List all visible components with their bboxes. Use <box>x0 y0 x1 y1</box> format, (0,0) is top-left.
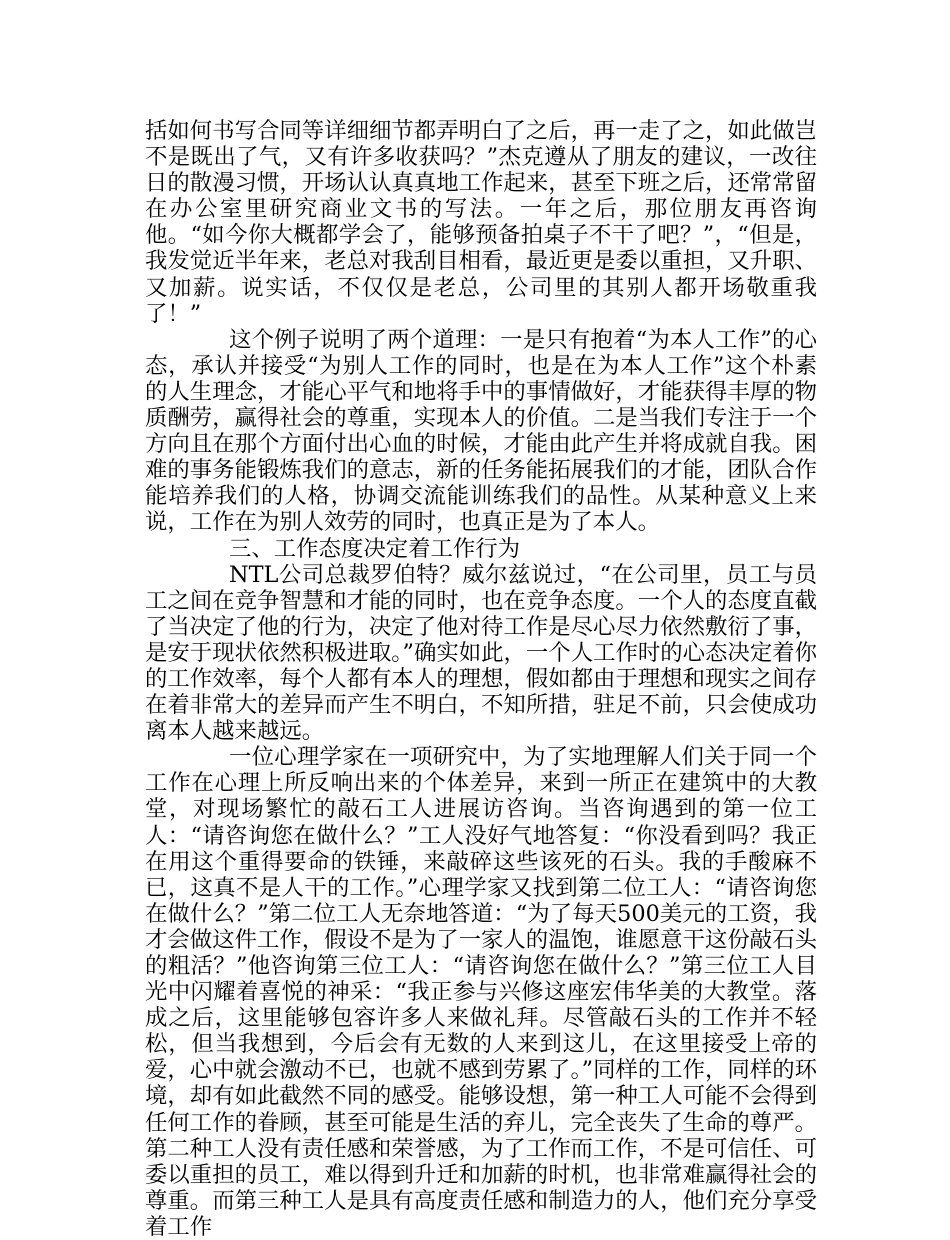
paragraph-2: 这个例子说明了两个道理：一是只有抱着“为本人工作”的心态，承认并接受“为别人工作的同时，也是在为本人工作”这个朴素的人生理念，才能心平气和地将手中的事情做好，才能获得丰厚的物质酬劳，赢得社会的尊重，实现本人的价值。二是当我们专注于一个方向且在那个方面付出心血的时候，才能由此产生并将成就自我。困难的事务能锻炼我们的意志，新的任务能拓展我们的才能，团队合作能培养我们的人格，协调交流能训练我们的品性。从某种意义上来说，工作在为别人效劳的同时，也真正是为了本人。 <box>145 326 817 536</box>
document-page <box>145 118 817 1240</box>
paragraph-4: NTL公司总裁罗伯特？威尔兹说过，“在公司里，员工与员工之间在竞争智慧和才能的同时，也在竞争态度。一个人的态度直截了当决定了他的行为，决定了他对待工作是尽心尽力依然敷衍了事，是安于现状依然积极进取。”确实如此，一个人工作时的心态决定着你的工作效率，每个人都有本人的理想，假如都由于理想和现实之间存在着非常大的差异而产生不明白，不知所措，驻足不前，只会使成功离本人越来越远。 <box>145 561 817 745</box>
section-heading: 三、工作态度决定着工作行为 <box>229 535 521 562</box>
paragraph-1: 括如何书写合同等详细细节都弄明白了之后，再一走了之，如此做岂不是既出了气，又有许多收获吗？”杰克遵从了朋友的建议，一改往日的散漫习惯，开场认认真真地工作起来，甚至下班之后，还常常留在办公室里研究商业文书的写法。一年之后，那位朋友再咨询他。“如今你大概都学会了，能够预备拍桌子不干了吧？”，“但是，我发觉近半年来，老总对我刮目相看，最近更是委以重担，又升职、又加薪。说实话，不仅仅是老总，公司里的其别人都开场敬重我了！” <box>145 118 817 327</box>
paragraph-5: 一位心理学家在一项研究中，为了实地理解人们关于同一个工作在心理上所反响出来的个体差异，来到一所正在建筑中的大教堂，对现场繁忙的敲石工人进展访咨询。当咨询遇到的第一位工人：“请咨询您在做什么？”工人没好气地答复：“你没看到吗？我正在用这个重得要命的铁锤，来敲碎这些该死的石头。我的手酸麻不已，这真不是人干的工作。”心理学家又找到第二位工人：“请咨询您在做什么？”第二位工人无奈地答道：“为了每天500美元的工资，我才会做这件工作，假设不是为了一家人的温饱，谁愿意干这份敲石头的粗活？”他咨询第三位工人：“请咨询您在做什么？”第三位工人目光中闪耀着喜悦的神采：“我正参与兴修这座宏伟华美的大教堂。落成之后，这里能够包容许多人来做礼拜。尽管敲石头的工作并不轻松，但当我想到，今后会有无数的人来到这儿，在这里接受上帝的爱，心中就会激动不已，也就不感到劳累了。”同样的工作，同样的环境，却有如此截然不同的感受。能够设想，第一种工人可能不会得到任何工作的眷顾，甚至可能是生活的弃儿，完全丧失了生命的尊严。第二种工人没有责任感和荣誉感，为了工作而工作，不是可信任、可委以重担的员工，难以得到升迁和加薪的时机，也非常难赢得社会的尊重。而第三种工人是具有高度责任感和制造力的人，他们充分享受着工作 <box>145 744 817 1240</box>
